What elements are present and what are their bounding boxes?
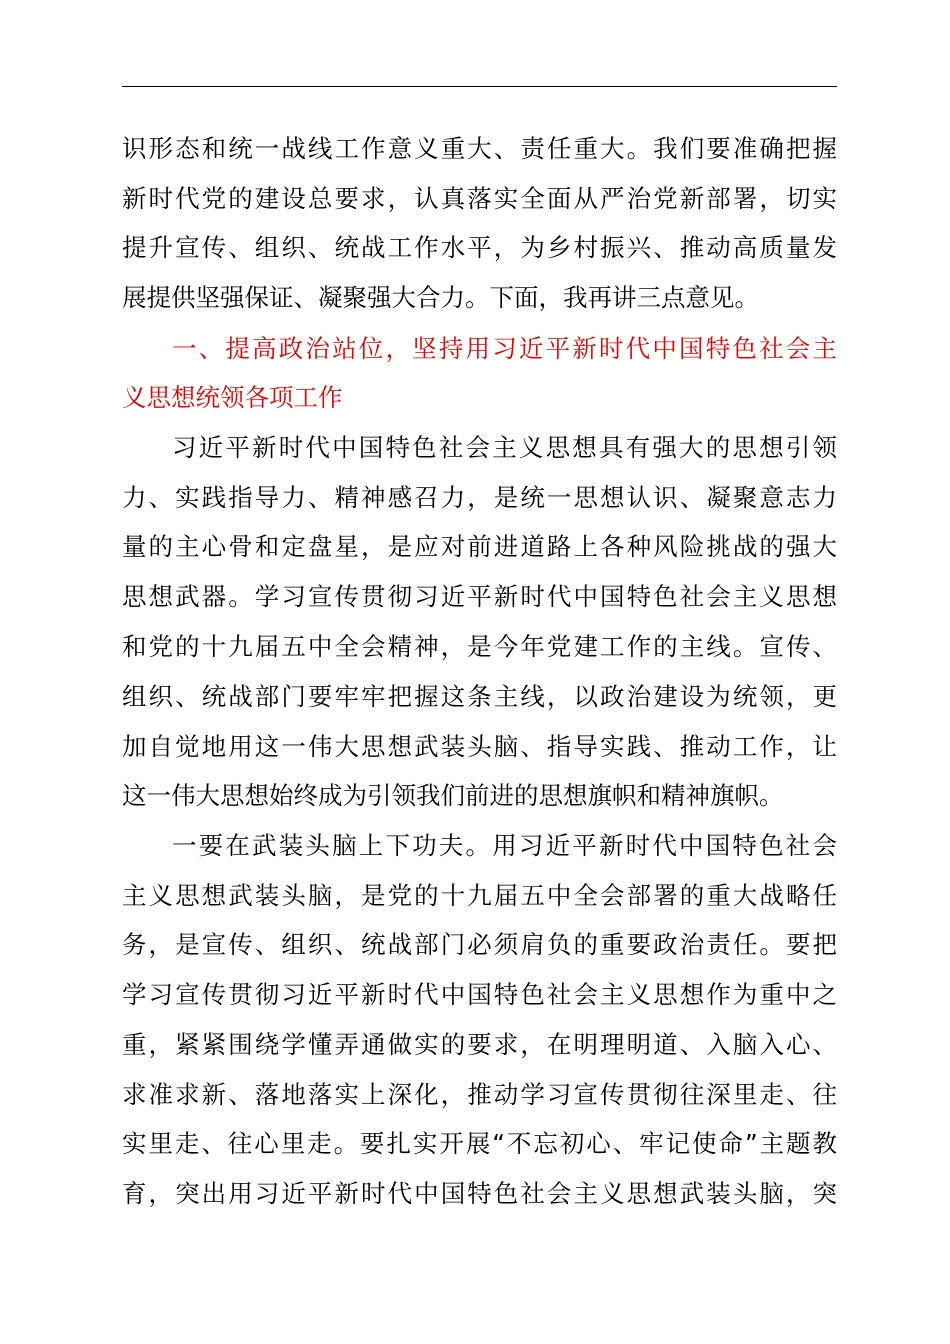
body-line: 识形态和统一战线工作意义重大、责任重大。我们要准确把握 bbox=[122, 134, 837, 163]
body-line: 这一伟大思想始终成为引领我们前进的思想旗帜和精神旗帜。 bbox=[122, 781, 784, 810]
body-line: 加自觉地用这一伟大思想武装头脑、指导实践、推动工作，让 bbox=[122, 732, 837, 761]
body-line: 新时代党的建设总要求，认真落实全面从严治党新部署，切实 bbox=[122, 184, 837, 213]
body-line: 求准求新、落地落实上深化，推动学习宣传贯彻往深里走、往 bbox=[122, 1080, 837, 1109]
body-line: 和党的十九届五中全会精神，是今年党建工作的主线。宣传、 bbox=[122, 632, 837, 661]
body-line: 习近平新时代中国特色社会主义思想具有强大的思想引领 bbox=[172, 433, 837, 462]
section-heading-line: 一、提高政治站位，坚持用习近平新时代中国特色社会主 bbox=[172, 334, 837, 363]
body-line: 重，紧紧围绕学懂弄通做实的要求，在明理明道、入脑入心、 bbox=[122, 1030, 837, 1059]
body-line: 学习宣传贯彻习近平新时代中国特色社会主义思想作为重中之 bbox=[122, 980, 837, 1009]
section-heading-line: 义思想统领各项工作 bbox=[122, 383, 343, 412]
body-line: 实里走、往心里走。要扎实开展“不忘初心、牢记使命”主题教 bbox=[122, 1129, 837, 1158]
body-line: 组织、统战部门要牢牢把握这条主线，以政治建设为统领，更 bbox=[122, 682, 837, 711]
body-line: 育，突出用习近平新时代中国特色社会主义思想武装头脑，突 bbox=[122, 1179, 837, 1208]
body-line: 务，是宣传、组织、统战部门必须肩负的重要政治责任。要把 bbox=[122, 930, 837, 959]
header-rule bbox=[122, 86, 837, 87]
body-line: 量的主心骨和定盘星，是应对前进道路上各种风险挑战的强大 bbox=[122, 532, 837, 561]
body-line: 力、实践指导力、精神感召力，是统一思想认识、凝聚意志力 bbox=[122, 483, 837, 512]
body-line: 一要在武装头脑上下功夫。用习近平新时代中国特色社会 bbox=[172, 831, 837, 860]
body-line: 展提供坚强保证、凝聚强大合力。下面，我再讲三点意见。 bbox=[122, 283, 759, 312]
body-line: 提升宣传、组织、统战工作水平，为乡村振兴、推动高质量发 bbox=[122, 233, 837, 262]
body-line: 主义思想武装头脑，是党的十九届五中全会部署的重大战略任 bbox=[122, 881, 837, 910]
body-line: 思想武器。学习宣传贯彻习近平新时代中国特色社会主义思想 bbox=[122, 582, 837, 611]
